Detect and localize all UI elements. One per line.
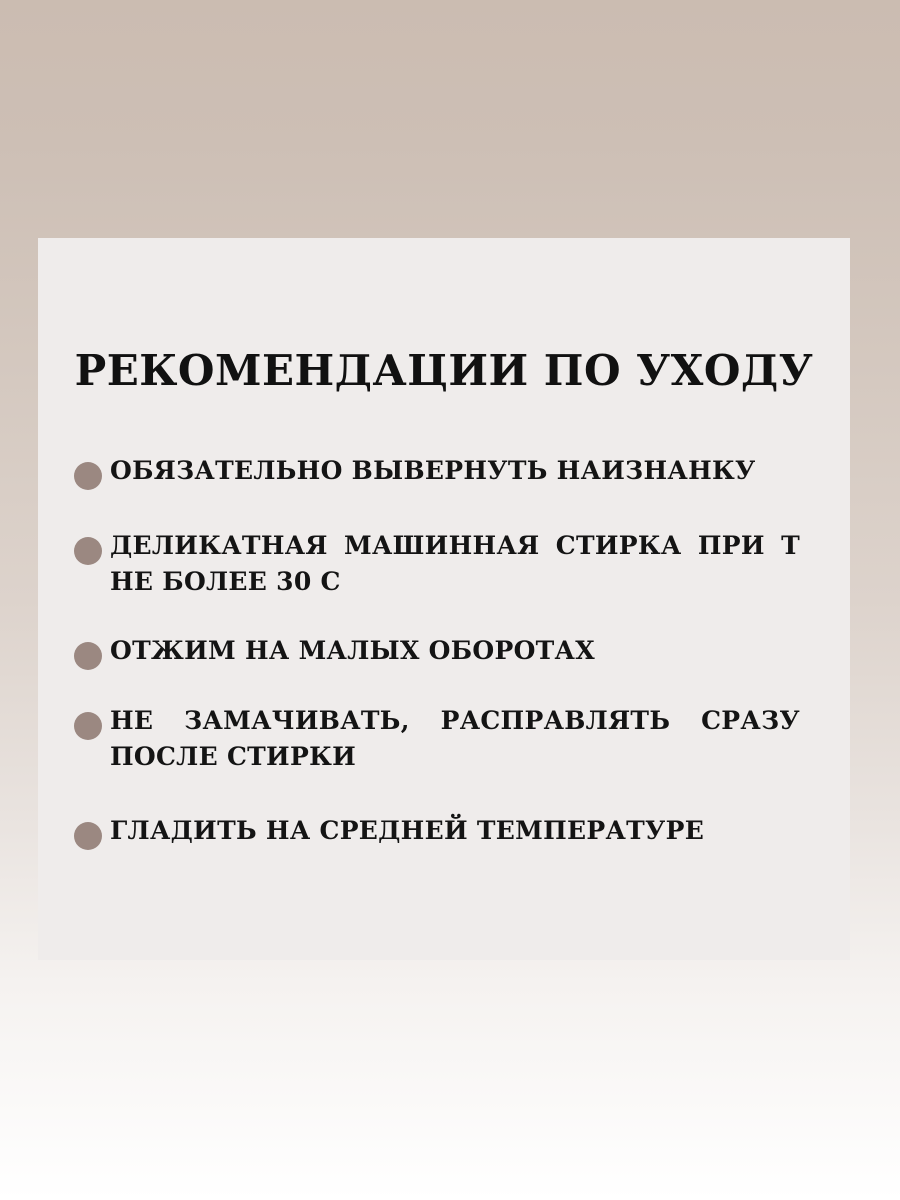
bullet-dot-icon — [74, 462, 102, 490]
list-item-text: ОТЖИМ НА МАЛЫХ ОБОРОТАХ — [110, 636, 595, 665]
list-item-text: ГЛАДИТЬ НА СРЕДНЕЙ ТЕМПЕРАТУРЕ — [110, 816, 705, 845]
list-item-text: ДЕЛИКАТНАЯ МАШИННАЯ СТИРКА ПРИ Т НЕ БОЛЕЕ 30 С — [110, 531, 800, 596]
list-item-text: НЕ ЗАМАЧИВАТЬ, РАСПРАВЛЯТЬ СРАЗУ ПОСЛЕ СТИРКИ — [110, 706, 800, 771]
bullet-dot-icon — [74, 822, 102, 850]
care-card — [38, 238, 850, 960]
list-item-text: ОБЯЗАТЕЛЬНО ВЫВЕРНУТЬ НАИЗНАНКУ — [110, 456, 756, 485]
bullet-dot-icon — [74, 642, 102, 670]
bullet-dot-icon — [74, 537, 102, 565]
bullet-dot-icon — [74, 712, 102, 740]
page-title: РЕКОМЕНДАЦИИ ПО УХОДУ — [74, 346, 814, 395]
